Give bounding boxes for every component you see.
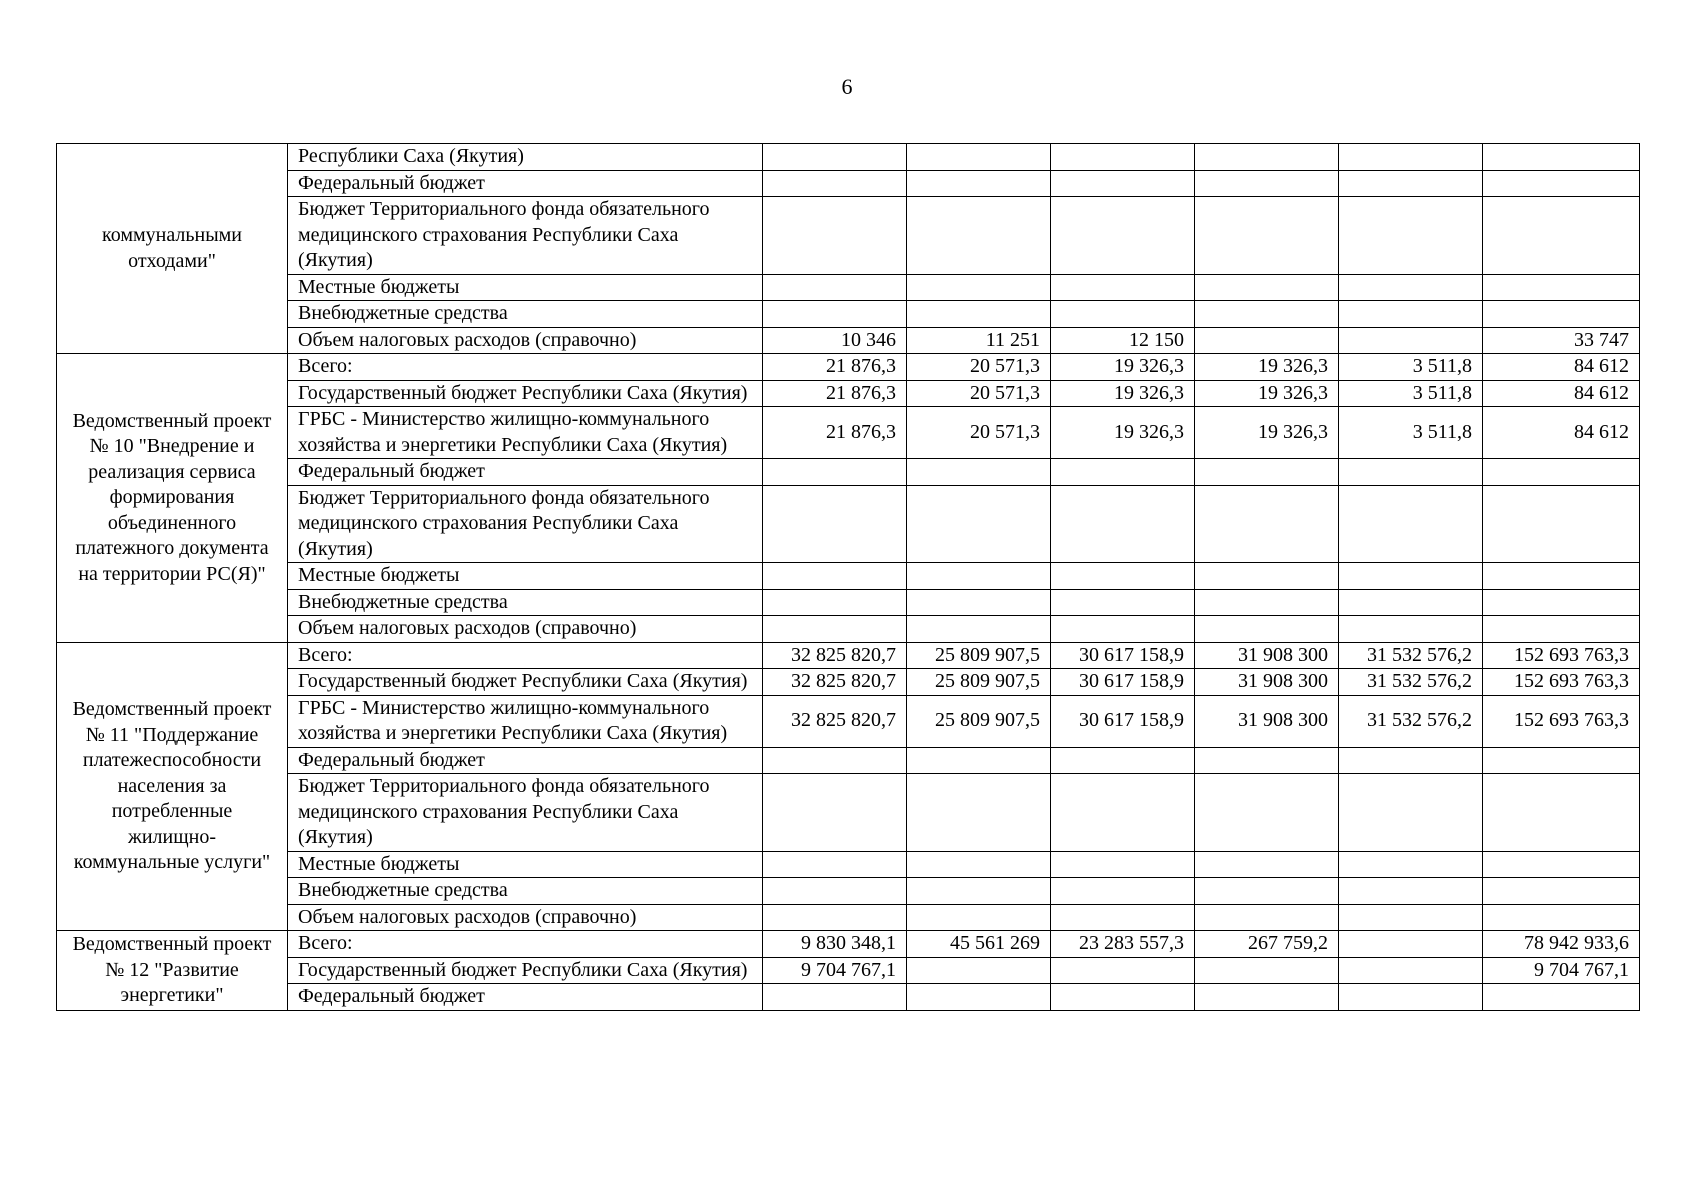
year-value-cell xyxy=(1339,589,1483,616)
funding-source-cell: Государственный бюджет Республики Саха (Якутия) xyxy=(288,957,763,984)
total-value-cell xyxy=(1483,616,1640,643)
total-value-cell xyxy=(1483,589,1640,616)
year-value-cell xyxy=(1195,459,1339,486)
year-value-cell xyxy=(907,589,1051,616)
table-row xyxy=(57,957,1640,984)
table-row xyxy=(57,774,1640,852)
table-row xyxy=(57,904,1640,931)
year-value-cell: 19 326,3 xyxy=(1051,380,1195,407)
year-value-cell xyxy=(1339,931,1483,958)
year-value-cell xyxy=(907,170,1051,197)
year-value-cell xyxy=(1339,616,1483,643)
table-row xyxy=(57,616,1640,643)
table-row xyxy=(57,354,1640,381)
year-value-cell xyxy=(1339,563,1483,590)
year-value-cell xyxy=(1195,616,1339,643)
year-value-cell: 19 326,3 xyxy=(1195,380,1339,407)
total-value-cell: 152 693 763,3 xyxy=(1483,642,1640,669)
budget-table xyxy=(56,143,1640,1011)
year-value-cell xyxy=(1339,144,1483,171)
table-row xyxy=(57,747,1640,774)
funding-source-cell: Бюджет Территориального фонда обязательного медицинского страхования Республики Саха (Якутия) xyxy=(288,774,763,852)
total-value-cell: 84 612 xyxy=(1483,407,1640,459)
year-value-cell xyxy=(763,274,907,301)
year-value-cell xyxy=(1051,459,1195,486)
funding-source-cell: Всего: xyxy=(288,642,763,669)
year-value-cell: 20 571,3 xyxy=(907,407,1051,459)
total-value-cell: 33 747 xyxy=(1483,327,1640,354)
year-value-cell: 21 876,3 xyxy=(763,407,907,459)
year-value-cell xyxy=(1339,459,1483,486)
year-value-cell xyxy=(907,459,1051,486)
year-value-cell xyxy=(763,851,907,878)
year-value-cell xyxy=(907,984,1051,1011)
table-row xyxy=(57,327,1640,354)
year-value-cell: 31 532 576,2 xyxy=(1339,642,1483,669)
funding-source-cell: Местные бюджеты xyxy=(288,274,763,301)
year-value-cell: 23 283 557,3 xyxy=(1051,931,1195,958)
year-value-cell xyxy=(1051,485,1195,563)
funding-source-cell: ГРБС - Министерство жилищно-коммунального хозяйства и энергетики Республики Саха (Якутия) xyxy=(288,407,763,459)
total-value-cell xyxy=(1483,459,1640,486)
year-value-cell xyxy=(1051,957,1195,984)
year-value-cell xyxy=(907,878,1051,905)
year-value-cell xyxy=(1339,485,1483,563)
year-value-cell xyxy=(1339,957,1483,984)
table-row xyxy=(57,878,1640,905)
year-value-cell: 3 511,8 xyxy=(1339,354,1483,381)
year-value-cell xyxy=(763,170,907,197)
year-value-cell: 21 876,3 xyxy=(763,354,907,381)
year-value-cell: 19 326,3 xyxy=(1195,407,1339,459)
funding-source-cell: Внебюджетные средства xyxy=(288,589,763,616)
year-value-cell xyxy=(763,485,907,563)
table-row xyxy=(57,170,1640,197)
funding-source-cell: Объем налоговых расходов (справочно) xyxy=(288,616,763,643)
page-number: 6 xyxy=(841,74,853,99)
year-value-cell xyxy=(763,144,907,171)
funding-source-cell: Федеральный бюджет xyxy=(288,459,763,486)
table-row xyxy=(57,669,1640,696)
total-value-cell xyxy=(1483,878,1640,905)
year-value-cell xyxy=(907,747,1051,774)
year-value-cell: 31 532 576,2 xyxy=(1339,669,1483,696)
year-value-cell xyxy=(1339,747,1483,774)
year-value-cell xyxy=(1051,144,1195,171)
year-value-cell xyxy=(763,984,907,1011)
year-value-cell xyxy=(763,589,907,616)
table-row xyxy=(57,380,1640,407)
year-value-cell xyxy=(1195,301,1339,328)
total-value-cell xyxy=(1483,170,1640,197)
funding-source-cell: Объем налоговых расходов (справочно) xyxy=(288,327,763,354)
year-value-cell: 3 511,8 xyxy=(1339,380,1483,407)
table-row xyxy=(57,144,1640,171)
year-value-cell: 31 908 300 xyxy=(1195,669,1339,696)
total-value-cell: 152 693 763,3 xyxy=(1483,669,1640,696)
table-row xyxy=(57,851,1640,878)
year-value-cell xyxy=(907,957,1051,984)
year-value-cell: 20 571,3 xyxy=(907,380,1051,407)
year-value-cell: 3 511,8 xyxy=(1339,407,1483,459)
year-value-cell xyxy=(1339,170,1483,197)
year-value-cell: 267 759,2 xyxy=(1195,931,1339,958)
year-value-cell xyxy=(1339,197,1483,275)
year-value-cell xyxy=(907,774,1051,852)
total-value-cell: 78 942 933,6 xyxy=(1483,931,1640,958)
year-value-cell xyxy=(1051,616,1195,643)
year-value-cell: 25 809 907,5 xyxy=(907,669,1051,696)
year-value-cell: 30 617 158,9 xyxy=(1051,695,1195,747)
project-name-cell: Ведомственный проект № 11 "Поддержание платежеспособности населения за потребленные жилищно-коммунальные услуги" xyxy=(57,642,288,931)
year-value-cell xyxy=(1195,589,1339,616)
total-value-cell xyxy=(1483,144,1640,171)
total-value-cell xyxy=(1483,851,1640,878)
year-value-cell xyxy=(1339,274,1483,301)
year-value-cell xyxy=(1051,170,1195,197)
total-value-cell xyxy=(1483,747,1640,774)
year-value-cell: 32 825 820,7 xyxy=(763,642,907,669)
year-value-cell: 12 150 xyxy=(1051,327,1195,354)
year-value-cell: 32 825 820,7 xyxy=(763,695,907,747)
year-value-cell xyxy=(907,904,1051,931)
funding-source-cell: Федеральный бюджет xyxy=(288,984,763,1011)
year-value-cell xyxy=(907,144,1051,171)
table-row xyxy=(57,563,1640,590)
funding-source-cell: Всего: xyxy=(288,931,763,958)
year-value-cell xyxy=(763,459,907,486)
year-value-cell: 32 825 820,7 xyxy=(763,669,907,696)
funding-source-cell: Федеральный бюджет xyxy=(288,747,763,774)
year-value-cell: 11 251 xyxy=(907,327,1051,354)
year-value-cell xyxy=(1051,904,1195,931)
year-value-cell xyxy=(763,301,907,328)
year-value-cell xyxy=(1195,878,1339,905)
year-value-cell xyxy=(907,616,1051,643)
funding-source-cell: Внебюджетные средства xyxy=(288,301,763,328)
table-row xyxy=(57,274,1640,301)
year-value-cell xyxy=(1195,327,1339,354)
year-value-cell: 25 809 907,5 xyxy=(907,642,1051,669)
year-value-cell xyxy=(1051,878,1195,905)
funding-source-cell: Федеральный бюджет xyxy=(288,170,763,197)
year-value-cell xyxy=(907,563,1051,590)
year-value-cell xyxy=(763,747,907,774)
year-value-cell xyxy=(763,774,907,852)
year-value-cell xyxy=(1339,327,1483,354)
funding-source-cell: Бюджет Территориального фонда обязательного медицинского страхования Республики Саха (Якутия) xyxy=(288,485,763,563)
total-value-cell xyxy=(1483,563,1640,590)
year-value-cell xyxy=(763,616,907,643)
year-value-cell xyxy=(1195,774,1339,852)
year-value-cell xyxy=(1051,851,1195,878)
project-name-cell: Ведомственный проект № 12 "Развитие энергетики" xyxy=(57,931,288,1011)
total-value-cell xyxy=(1483,984,1640,1011)
total-value-cell xyxy=(1483,274,1640,301)
project-name-cell: коммунальными отходами" xyxy=(57,144,288,354)
year-value-cell xyxy=(1339,904,1483,931)
year-value-cell xyxy=(1195,170,1339,197)
table-row xyxy=(57,642,1640,669)
table-row xyxy=(57,197,1640,275)
year-value-cell: 20 571,3 xyxy=(907,354,1051,381)
year-value-cell xyxy=(763,878,907,905)
funding-source-cell: Местные бюджеты xyxy=(288,851,763,878)
year-value-cell xyxy=(907,485,1051,563)
budget-table-body xyxy=(57,144,1640,1011)
year-value-cell: 31 532 576,2 xyxy=(1339,695,1483,747)
year-value-cell: 31 908 300 xyxy=(1195,642,1339,669)
year-value-cell: 45 561 269 xyxy=(907,931,1051,958)
funding-source-cell: Местные бюджеты xyxy=(288,563,763,590)
year-value-cell xyxy=(1339,984,1483,1011)
table-row xyxy=(57,695,1640,747)
year-value-cell xyxy=(1051,563,1195,590)
year-value-cell: 9 830 348,1 xyxy=(763,931,907,958)
total-value-cell xyxy=(1483,485,1640,563)
year-value-cell xyxy=(1051,984,1195,1011)
project-name-cell: Ведомственный проект № 10 "Внедрение и реализация сервиса формирования объединенного платежного документа на территории РС(Я)" xyxy=(57,354,288,643)
table-row xyxy=(57,589,1640,616)
table-row xyxy=(57,485,1640,563)
year-value-cell xyxy=(763,197,907,275)
total-value-cell xyxy=(1483,774,1640,852)
year-value-cell xyxy=(1195,485,1339,563)
year-value-cell xyxy=(1195,904,1339,931)
year-value-cell: 25 809 907,5 xyxy=(907,695,1051,747)
year-value-cell xyxy=(1051,301,1195,328)
year-value-cell xyxy=(1051,589,1195,616)
funding-source-cell: Всего: xyxy=(288,354,763,381)
year-value-cell xyxy=(1195,957,1339,984)
table-row xyxy=(57,301,1640,328)
table-row xyxy=(57,459,1640,486)
year-value-cell xyxy=(1195,144,1339,171)
year-value-cell xyxy=(1195,747,1339,774)
table-row xyxy=(57,931,1640,958)
table-row xyxy=(57,984,1640,1011)
table-row xyxy=(57,407,1640,459)
year-value-cell xyxy=(1051,774,1195,852)
total-value-cell: 84 612 xyxy=(1483,354,1640,381)
total-value-cell xyxy=(1483,301,1640,328)
funding-source-cell: Объем налоговых расходов (справочно) xyxy=(288,904,763,931)
year-value-cell xyxy=(907,301,1051,328)
year-value-cell xyxy=(1195,851,1339,878)
year-value-cell xyxy=(1195,984,1339,1011)
total-value-cell: 152 693 763,3 xyxy=(1483,695,1640,747)
year-value-cell: 31 908 300 xyxy=(1195,695,1339,747)
year-value-cell xyxy=(1051,197,1195,275)
year-value-cell xyxy=(1339,851,1483,878)
total-value-cell xyxy=(1483,197,1640,275)
year-value-cell: 19 326,3 xyxy=(1195,354,1339,381)
year-value-cell: 30 617 158,9 xyxy=(1051,669,1195,696)
year-value-cell xyxy=(1195,563,1339,590)
funding-source-cell: ГРБС - Министерство жилищно-коммунального хозяйства и энергетики Республики Саха (Якутия) xyxy=(288,695,763,747)
year-value-cell xyxy=(907,851,1051,878)
year-value-cell xyxy=(1339,774,1483,852)
year-value-cell xyxy=(1195,274,1339,301)
year-value-cell xyxy=(1195,197,1339,275)
year-value-cell xyxy=(907,274,1051,301)
year-value-cell xyxy=(763,563,907,590)
year-value-cell: 19 326,3 xyxy=(1051,354,1195,381)
funding-source-cell: Республики Саха (Якутия) xyxy=(288,144,763,171)
total-value-cell: 84 612 xyxy=(1483,380,1640,407)
funding-source-cell: Государственный бюджет Республики Саха (Якутия) xyxy=(288,380,763,407)
year-value-cell: 9 704 767,1 xyxy=(763,957,907,984)
year-value-cell xyxy=(1339,301,1483,328)
funding-source-cell: Бюджет Территориального фонда обязательного медицинского страхования Республики Саха (Якутия) xyxy=(288,197,763,275)
funding-source-cell: Внебюджетные средства xyxy=(288,878,763,905)
year-value-cell xyxy=(1339,878,1483,905)
funding-source-cell: Государственный бюджет Республики Саха (Якутия) xyxy=(288,669,763,696)
year-value-cell xyxy=(763,904,907,931)
year-value-cell xyxy=(1051,274,1195,301)
year-value-cell xyxy=(907,197,1051,275)
total-value-cell xyxy=(1483,904,1640,931)
year-value-cell: 21 876,3 xyxy=(763,380,907,407)
year-value-cell: 30 617 158,9 xyxy=(1051,642,1195,669)
year-value-cell: 10 346 xyxy=(763,327,907,354)
year-value-cell xyxy=(1051,747,1195,774)
year-value-cell: 19 326,3 xyxy=(1051,407,1195,459)
total-value-cell: 9 704 767,1 xyxy=(1483,957,1640,984)
